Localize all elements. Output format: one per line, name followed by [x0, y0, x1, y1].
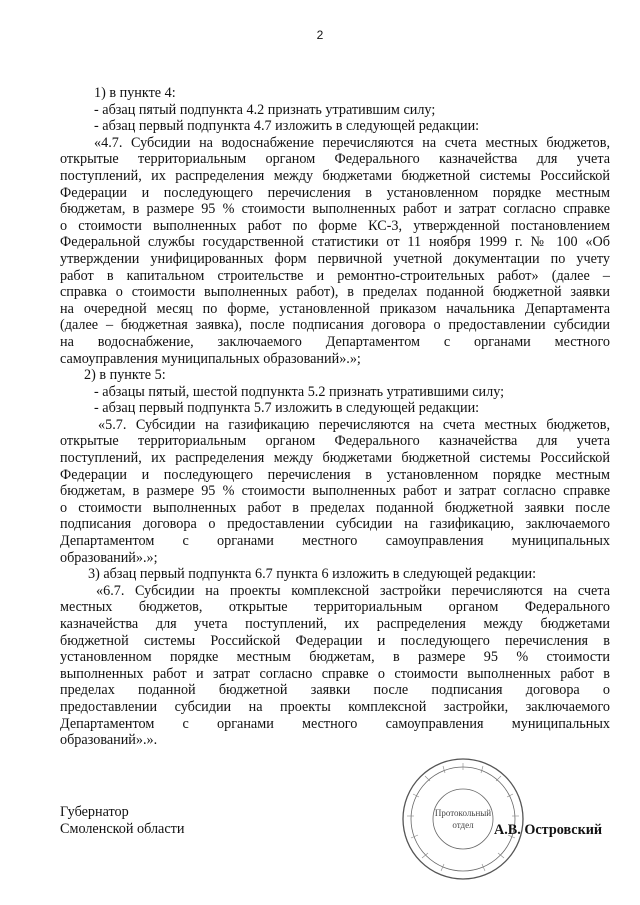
text-line: бюджетной системы Российской Федерации и последующего перечисления в [60, 632, 610, 649]
text-line: - абзац первый подпункта 5.7 изложить в следующей редакции: [94, 400, 480, 417]
text-line: 1) в пункте 4: [94, 85, 176, 101]
text-line: справка о стоимости выполненных работ), в пределах поданной бюджетной заявки [60, 284, 610, 301]
document-body [60, 85, 610, 749]
text-line: бюджетам, в размере 95 % стоимости выполненных работ и затрат согласно справке [60, 201, 610, 218]
text-line: бюджетам, в размере 95 % стоимости выполненных работ и затрат согласно справке [60, 483, 610, 500]
text-line: открытые территориальным органом Федерального казначейства для учета [60, 151, 610, 168]
text-line: Федеральной службы государственной статистики от 11 ноября 1999 г. № 100 «Об [60, 234, 610, 251]
text-line: на очередной месяц по форме, установленной приказом начальника Департамента [60, 300, 610, 317]
text-line: (далее – бюджетная заявка), после подписания договора о предоставлении субсидии [60, 317, 610, 334]
text-line: поступлений, их распределения между бюджетами бюджетной системы Российской [60, 450, 610, 467]
text-line: 3) абзац первый подпункта 6.7 пункта 6 изложить в следующей редакции: [88, 566, 537, 583]
text-line: - абзацы пятый, шестой подпункта 5.2 признать утратившими силу; [94, 383, 505, 400]
signer-title-line1: Губернатор [60, 804, 129, 820]
stamp-text-line1: Протокольный [434, 808, 492, 818]
text-line: «4.7. Субсидии на водоснабжение перечисляются на счета местных бюджетов, [94, 134, 610, 151]
text-line: на водоснабжение, заключаемого Департаментом с органами местного [60, 333, 610, 350]
text-line: - абзац пятый подпункта 4.2 признать утратившим силу; [94, 101, 436, 118]
text-line: предоставлении субсидии на проекты комплексной застройки, заключаемого [60, 698, 610, 715]
text-line: Федерации и последующего перечисления в установленном порядке местным [60, 466, 610, 483]
text-line: казначейства для учета поступлений, их распределения между бюджетами [60, 616, 610, 632]
text-line: - абзац первый подпункта 4.7 изложить в следующей редакции: [94, 118, 480, 135]
official-stamp [398, 754, 528, 884]
text-line: открытые территориальным органом Федерального казначейства для учета [60, 433, 610, 450]
stamp-text-line2: отдел [452, 820, 474, 830]
text-line: Департаментом с органами местного самоуправления муниципальных [60, 715, 610, 732]
text-line: Федерации и последующего перечисления в установленном порядке местным [60, 184, 610, 201]
page-number: 2 [316, 28, 324, 42]
text-line: Департаментом с органами местного самоуправления муниципальных [60, 533, 610, 550]
text-line: местных бюджетов, открытые территориальным органом Федерального [60, 599, 610, 616]
text-line: о стоимости выполненных работ по форме КС-3, утвержденной постановлением [60, 217, 610, 234]
text-line: подписания договора о предоставлении субсидии на газификацию, заключаемого [60, 516, 610, 533]
text-line: пределах поданной бюджетной заявки после подписания договора о [60, 682, 610, 699]
text-line: работ в капитальном строительстве и ремонтно-строительных работ» (далее – [60, 267, 610, 284]
text-line: выполненных работ и затрат согласно справке о стоимости выполненных работ в [60, 665, 610, 682]
text-line: образований».». [60, 732, 158, 749]
text-line: «6.7. Субсидии на проекты комплексной застройки перечисляются на счета [96, 582, 610, 599]
text-line: самоуправления муниципальных образований».»; [60, 350, 361, 367]
text-line: поступлений, их распределения между бюджетами бюджетной системы Российской [60, 167, 610, 184]
signature-block [60, 804, 184, 837]
text-line: «5.7. Субсидии на газификацию перечисляются на счета местных бюджетов, [98, 416, 610, 433]
text-line: утверждении унифицированных форм первичной учетной документации по учету [60, 250, 610, 267]
text-line: образований».»; [60, 549, 158, 566]
text-line: о стоимости выполненных работ в пределах поданной бюджетной заявки после [60, 499, 610, 516]
text-line: 2) в пункте 5: [84, 367, 166, 384]
signer-name: А.В. Островский [494, 822, 603, 838]
signer-title-line2: Смоленской области [60, 820, 185, 837]
text-line: установленном порядке местным бюджетам, в размере 95 % стоимости [60, 649, 610, 666]
